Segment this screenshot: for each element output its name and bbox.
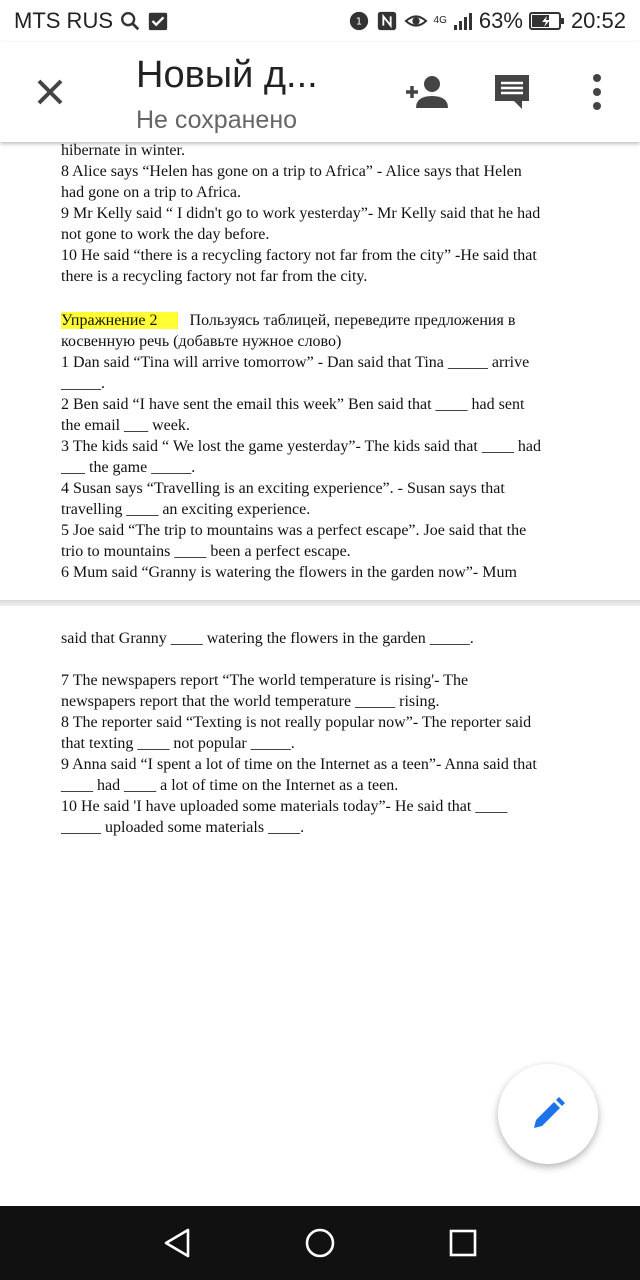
back-triangle-icon bbox=[160, 1226, 194, 1260]
recent-square-icon bbox=[446, 1226, 480, 1260]
share-button[interactable] bbox=[404, 72, 450, 112]
page-break bbox=[0, 600, 640, 606]
doc-line: travelling ____ an exciting experience. bbox=[61, 501, 311, 518]
search-icon bbox=[119, 10, 141, 32]
doc-line: _____ uploaded some materials ____. bbox=[61, 819, 305, 836]
system-nav-bar bbox=[0, 1206, 640, 1280]
doc-line: not gone to work the day before. bbox=[61, 226, 270, 243]
doc-line: 1 Dan said “Tina will arrive tomorrow” - Dan said that Tina _____ arrive bbox=[61, 354, 530, 371]
more-vert-icon bbox=[582, 70, 612, 114]
document-page-1[interactable] bbox=[0, 140, 640, 583]
back-button[interactable] bbox=[160, 1226, 194, 1260]
doc-line: hibernate in winter. bbox=[61, 142, 185, 159]
blank-line bbox=[0, 287, 640, 308]
close-button[interactable] bbox=[30, 72, 70, 112]
recent-apps-button[interactable] bbox=[446, 1226, 480, 1260]
clock: 20:52 bbox=[570, 8, 626, 33]
signal-icon bbox=[453, 11, 473, 31]
home-circle-icon bbox=[303, 1226, 337, 1260]
document-page-2[interactable] bbox=[0, 628, 640, 838]
save-status: Не сохранено bbox=[136, 106, 298, 134]
more-options-button[interactable] bbox=[582, 70, 612, 114]
exercise-instructions: Пользуясь таблицей, переведите предложения в bbox=[177, 312, 516, 329]
sim-icon bbox=[348, 10, 370, 32]
doc-line: 4 Susan says “Travelling is an exciting experience”. - Susan says that bbox=[61, 480, 505, 497]
doc-line: trio to mountains ____ been a perfect escape. bbox=[61, 543, 351, 560]
comment-button[interactable] bbox=[492, 72, 532, 112]
carrier-label: MTS RUS bbox=[14, 8, 113, 33]
task-check-icon bbox=[147, 10, 169, 32]
edit-fab-button[interactable] bbox=[498, 1064, 598, 1164]
doc-line: 7 The newspapers report “The world temperature is rising'- The bbox=[61, 672, 469, 689]
add-person-icon bbox=[404, 72, 450, 112]
doc-line: _____. bbox=[61, 375, 105, 392]
svg-text:1: 1 bbox=[355, 16, 362, 28]
nfc-icon bbox=[376, 10, 398, 32]
doc-line: ____ had ____ a lot of time on the Internet as a teen. bbox=[61, 777, 399, 794]
doc-line: 9 Mr Kelly said “ I didn't go to work yesterday”- Mr Kelly said that he had bbox=[61, 205, 541, 222]
doc-line: 8 The reporter said “Texting is not really popular now”- The reporter said bbox=[61, 714, 532, 731]
network-type: 4G bbox=[433, 15, 447, 26]
battery-percent: 63% bbox=[478, 8, 523, 33]
pencil-icon bbox=[528, 1094, 568, 1134]
app-bar bbox=[0, 42, 640, 142]
doc-line: that texting ____ not popular _____. bbox=[61, 735, 295, 752]
close-icon bbox=[30, 72, 70, 112]
doc-line: 9 Anna said “I spent a lot of time on the Internet as a teen”- Anna said that bbox=[61, 756, 537, 773]
doc-line: 5 Joe said “The trip to mountains was a perfect escape”. Joe said that the bbox=[61, 522, 527, 539]
doc-line: there is a recycling factory not far from the city. bbox=[61, 268, 368, 285]
doc-line: had gone on a trip to Africa. bbox=[61, 184, 241, 201]
doc-line: said that Granny ____ watering the flowers in the garden _____. bbox=[61, 630, 474, 647]
doc-line bbox=[61, 310, 586, 331]
doc-line: 6 Mum said “Granny is watering the flowers in the garden now”- Mum bbox=[61, 564, 517, 581]
doc-line: косвенную речь (добавьте нужное слово) bbox=[61, 333, 342, 350]
home-button[interactable] bbox=[303, 1226, 337, 1260]
doc-line: newspapers report that the world temperature _____ rising. bbox=[61, 693, 440, 710]
doc-line: 8 Alice says “Helen has gone on a trip to Africa” - Alice says that Helen bbox=[61, 163, 522, 180]
blank-line bbox=[0, 649, 640, 670]
eye-icon bbox=[404, 10, 428, 32]
doc-line: 10 He said “there is a recycling factory not far from the city” -He said that bbox=[61, 247, 537, 264]
doc-line: 2 Ben said “I have sent the email this week” Ben said that ____ had sent bbox=[61, 396, 525, 413]
document-title: Новый д... bbox=[136, 54, 318, 96]
comment-icon bbox=[492, 72, 532, 112]
status-bar bbox=[0, 0, 640, 42]
doc-line: ___ the game _____. bbox=[61, 459, 196, 476]
battery-icon bbox=[529, 11, 565, 31]
doc-line: the email ___ week. bbox=[61, 417, 190, 434]
doc-line: 3 The kids said “ We lost the game yesterday”- The kids said that ____ had bbox=[61, 438, 541, 455]
exercise-heading-highlight: Упражнение 2 bbox=[61, 312, 178, 329]
doc-line: 10 He said 'I have uploaded some materials today”- He said that ____ bbox=[61, 798, 508, 815]
